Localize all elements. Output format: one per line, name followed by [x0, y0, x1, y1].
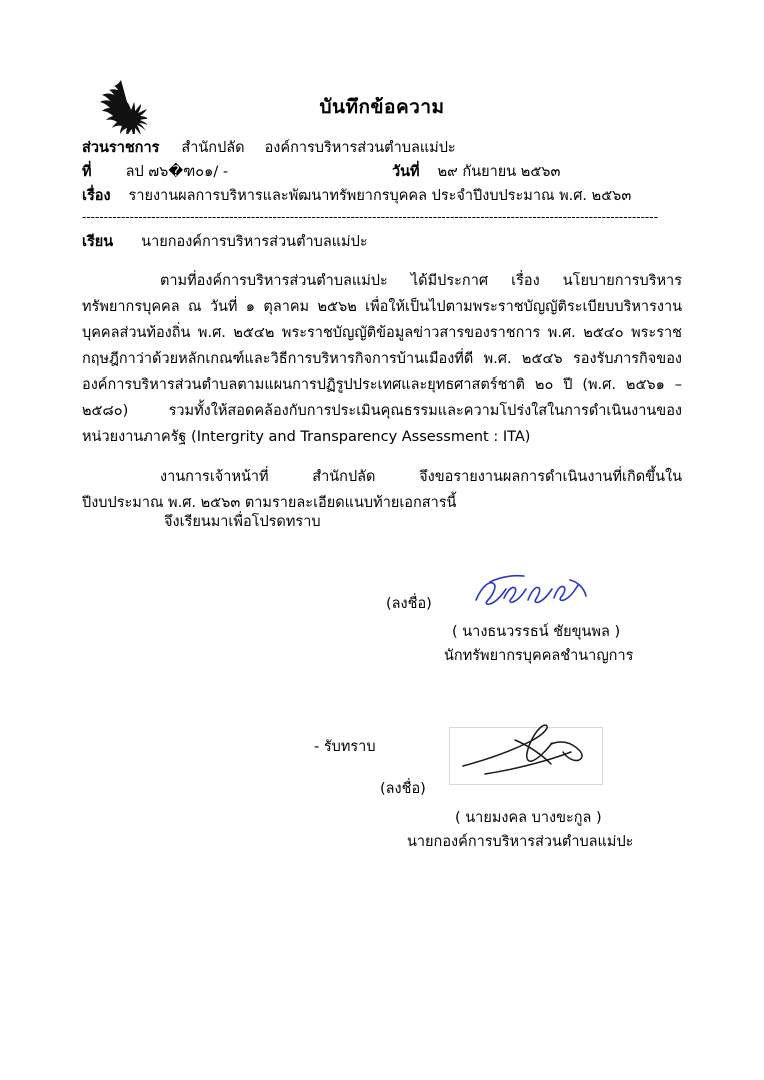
signature-name-2: ( นายมงคล บางขะกูล ) — [455, 810, 602, 826]
signature-position-1: นักทรัพยากรบุคคลชำนาญการ — [444, 648, 634, 664]
to-label: เรียน — [82, 234, 114, 250]
number-value: ลป ๗๖�ฑ๐๑/ - — [125, 164, 229, 180]
field-document-number — [82, 160, 228, 183]
field-date — [392, 160, 560, 183]
field-department — [82, 136, 456, 159]
document-title: บันทึกข้อความ — [319, 96, 445, 118]
to-value: นายกองค์การบริหารส่วนตำบลแม่ปะ — [141, 234, 368, 250]
signature-label-2: (ลงชื่อ) — [380, 781, 426, 797]
handwritten-signature-icon-2 — [455, 724, 601, 786]
body-paragraph-1: ตามที่องค์การบริหารส่วนตำบลแม่ปะ ได้มีประกาศ เรื่อง นโยบายการบริหารทรัพยากรบุคคล ณ วันที่ ๑ ตุลาคม ๒๕๖๒ เพื่อให้เป็นไปตามพระราชบัญญัติระเบียบบริหารงานบุคคลส่วนท้องถิ่น พ.ศ. ๒๕๔๒ พระราชบัญญัติข้อมูลข่าวสารของราชการ พ.ศ. ๒๕๔๐ พระราชกฤษฎีกาว่าด้วยหลักเกณฑ์และวิธีการบริหารกิจการบ้านเมืองที่ดี พ.ศ. ๒๕๔๖ รองรับภารกิจขององค์การบริหารส่วนตำบลตามแผนการปฏิรูปประเทศและยุทธศาสตร์ชาติ ๒๐ ปี (พ.ศ. ๒๕๖๑ – ๒๕๘๐) รวมทั้งให้สอดคล้องกับการประเมินคุณธรรมและความโปร่งใสในการดำเนินงานของหน่วยงานภาครัฐ (Intergrity and Transparency Assessment : ITA) — [82, 273, 682, 445]
department-value-2: องค์การบริหารส่วนตำบลแม่ปะ — [264, 140, 456, 156]
field-addressee — [82, 230, 368, 253]
acknowledge-label: - รับทราบ — [314, 739, 376, 755]
document-body — [82, 268, 682, 530]
signature-position-2: นายกองค์การบริหารส่วนตำบลแม่ปะ — [407, 834, 634, 850]
signature-name-1: ( นางธนวรรธน์ ชัยขุนพล ) — [452, 624, 621, 640]
body-paragraph-2: งานการเจ้าหน้าที่ สำนักปลัด จึงขอรายงานผลการดำเนินงานที่เกิดขึ้นในปีงบประมาณ พ.ศ. ๒๕๖๓ ตามรายละเอียดแนบท้ายเอกสารนี้ — [82, 469, 682, 511]
field-subject — [82, 184, 631, 207]
divider-line: ------------------------------------------------------------------------------------------------------------------------------------- — [82, 210, 658, 224]
number-label: ที่ — [82, 164, 92, 180]
subject-label: เรื่อง — [82, 188, 111, 204]
signature-label-1: (ลงชื่อ) — [386, 596, 432, 612]
date-label: วันที่ — [392, 164, 420, 180]
closing-line: จึงเรียนมาเพื่อโปรดทราบ — [164, 514, 321, 530]
handwritten-signature-icon — [470, 570, 600, 614]
department-label: ส่วนราชการ — [82, 140, 160, 156]
department-value-1: สำนักปลัด — [181, 140, 245, 156]
date-value: ๒๙ กันยายน ๒๕๖๓ — [437, 164, 561, 180]
subject-value: รายงานผลการบริหารและพัฒนาทรัพยากรบุคคล ประจำปีงบประมาณ พ.ศ. ๒๕๖๓ — [128, 188, 632, 204]
